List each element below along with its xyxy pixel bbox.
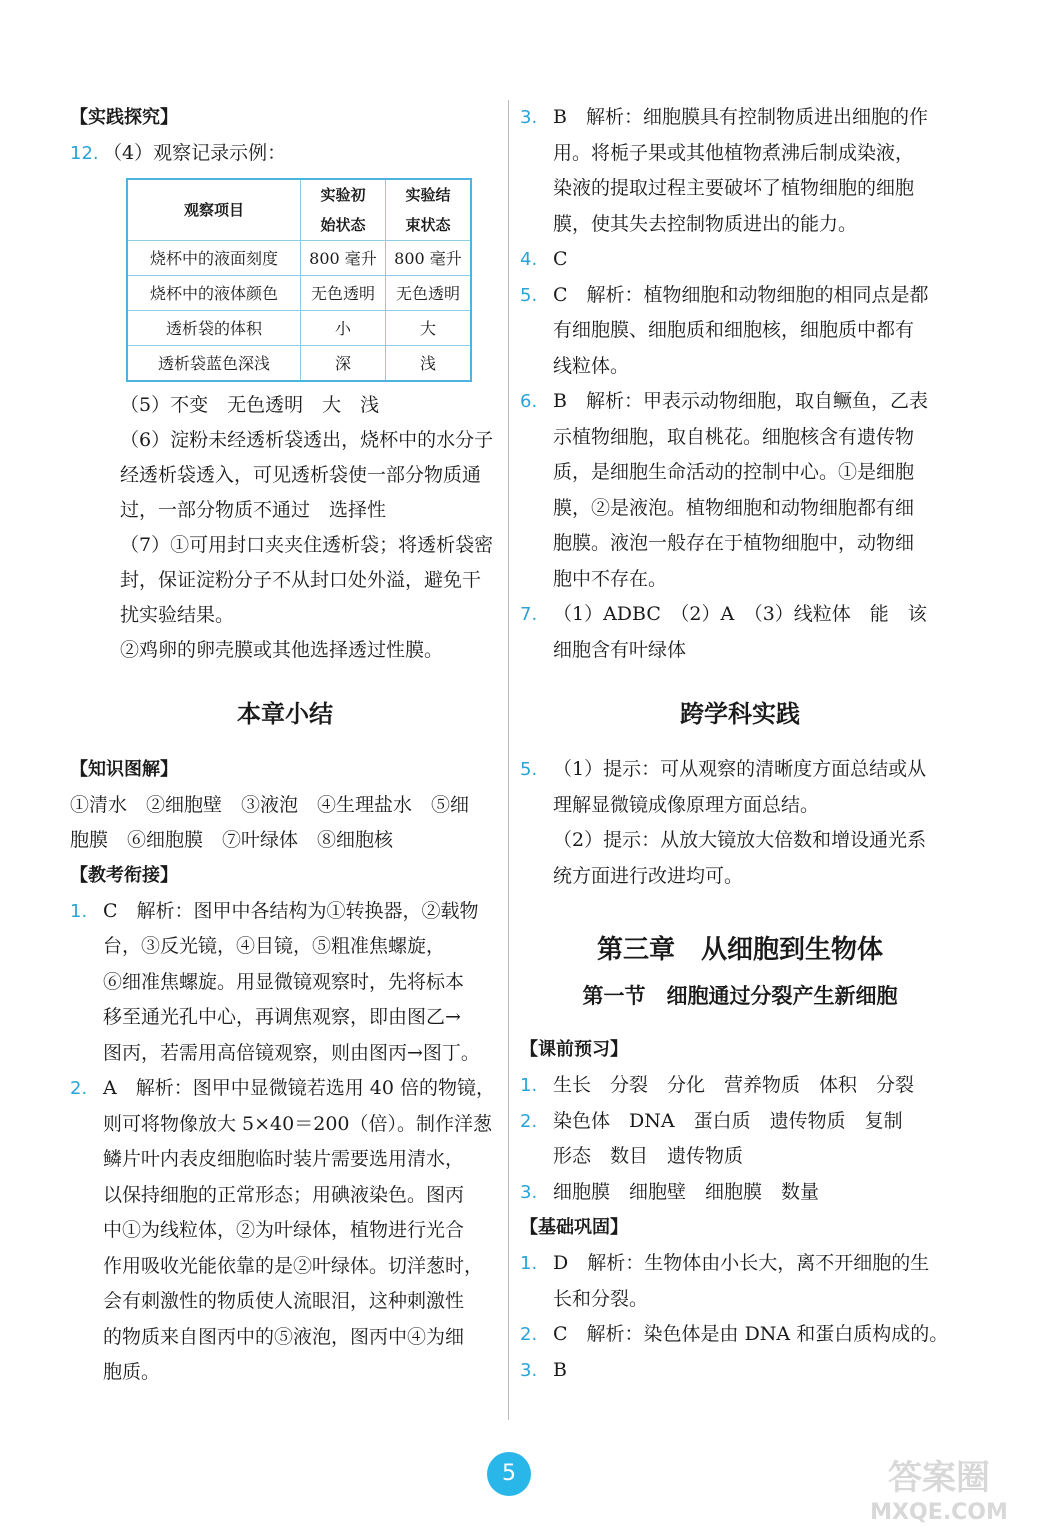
section-tag-preview: 【课前预习】 <box>520 1039 628 1060</box>
question-12-answers <box>120 388 500 668</box>
right-column <box>520 100 960 1388</box>
column-divider <box>508 100 509 1420</box>
answer-line: ⑥细准焦螺旋。用显微镜观察时，先将标本 <box>103 970 465 993</box>
answer-line: 理解显微镜成像原理方面总结。 <box>553 793 820 816</box>
answer-line: 胞质。 <box>103 1361 161 1383</box>
answer-line: B <box>553 1358 567 1381</box>
answer-line: 则可将物像放大 5×40＝200（倍）。制作洋葱 <box>103 1112 492 1135</box>
preview-answers <box>520 1068 960 1210</box>
answer-line: 过，一部分物质不通过 选择性 <box>120 498 387 521</box>
table-cell: 小 <box>301 310 386 345</box>
table-cell: 无色透明 <box>301 275 386 310</box>
answer-line: D 解析：生物体由小长大，离不开细胞的生 <box>553 1252 930 1274</box>
answer-line: 长和分裂。 <box>553 1287 649 1310</box>
table-row <box>127 275 471 310</box>
table-row <box>127 345 471 381</box>
answer-line: ②鸡卵的卵壳膜或其他选择透过性膜。 <box>120 638 444 661</box>
answer-line: 以保持细胞的正常形态；用碘液染色。图丙 <box>103 1183 465 1206</box>
section-tag-practice: 【实践探究】 <box>70 107 178 128</box>
table-cell: 800 毫升 <box>301 240 386 275</box>
answer-line: （6）淀粉未经透析袋透出，烧杯中的水分子 <box>120 428 494 451</box>
answer-line: （1）提示：可从观察的清晰度方面总结或从 <box>553 758 927 780</box>
answer-line: 统方面进行改进均可。 <box>553 864 744 887</box>
answer-item <box>520 1317 960 1353</box>
answer-item <box>520 597 960 668</box>
observation-table <box>126 178 472 382</box>
answer-line: C 解析：植物细胞和动物细胞的相同点是都 <box>553 283 929 306</box>
question-number: 5. <box>520 284 538 306</box>
answer-line: 线粒体。 <box>553 354 630 377</box>
question-number: 12. <box>70 143 99 164</box>
table-header-cell: 实验初 始状态 <box>301 179 386 241</box>
table-cell: 透析袋蓝色深浅 <box>127 345 301 381</box>
watermark-line1: 答案圈 <box>888 1458 990 1498</box>
answer-line: 的物质来自图丙中的⑤液泡，图丙中④为细 <box>103 1325 465 1348</box>
answer-line: C 解析：图甲中各结构为①转换器，②载物 <box>103 899 479 922</box>
answer-line: 经透析袋透入，可见透析袋使一部分物质通 <box>120 463 482 486</box>
answer-line: C <box>553 248 568 270</box>
table-cell: 大 <box>386 310 472 345</box>
answer-line: 鳞片叶内表皮细胞临时装片需要选用清水， <box>103 1148 465 1170</box>
answer-line: 生长 分裂 分化 营养物质 体积 分裂 <box>553 1074 915 1096</box>
answer-item <box>520 1104 960 1175</box>
section-tag-basic: 【基础巩固】 <box>520 1217 628 1238</box>
answer-item <box>520 1175 960 1211</box>
answer-item <box>520 384 960 597</box>
answer-list-top <box>520 100 960 668</box>
exam-answers <box>70 894 500 1391</box>
question-number: 5. <box>520 759 538 780</box>
table-row <box>127 240 471 275</box>
interdisciplinary-answers <box>520 752 960 894</box>
answer-item <box>70 1071 500 1391</box>
answer-line: 封，保证淀粉分子不从封口处外溢，避免干 <box>120 568 482 591</box>
answer-line: 胞膜。液泡一般存在于植物细胞中，动物细 <box>553 532 915 554</box>
answer-line: 中①为线粒体，②为叶绿体，植物进行光合 <box>103 1219 465 1241</box>
answer-item <box>520 1068 960 1104</box>
answer-line: 膜，使其失去控制物质进出的能力。 <box>553 212 858 235</box>
answer-line: 细胞含有叶绿体 <box>553 638 687 661</box>
answer-line: 作用吸收光能依靠的是②叶绿体。切洋葱时， <box>103 1254 484 1277</box>
question-number: 3. <box>520 1181 538 1203</box>
question-number: 2. <box>520 1110 538 1132</box>
table-cell: 深 <box>301 345 386 381</box>
answer-line: B 解析：细胞膜具有控制物质进出细胞的作 <box>553 106 928 128</box>
table-header-cell: 观察项目 <box>127 179 301 241</box>
question-number: 6. <box>520 391 538 412</box>
question-12 <box>70 136 500 172</box>
page-number: 5 <box>487 1452 531 1496</box>
question-number: 1. <box>520 1253 538 1274</box>
watermark-line2: MXQE.COM <box>870 1500 1008 1525</box>
summary-title: 本章小结 <box>237 699 333 728</box>
question-number: 3. <box>520 1359 538 1381</box>
question-number: 2. <box>520 1324 538 1345</box>
answer-line: 膜，②是液泡。植物细胞和动物细胞都有细 <box>553 496 915 519</box>
section-tag-exam: 【教考衔接】 <box>70 864 178 886</box>
answer-line: 形态 数目 遗传物质 <box>553 1145 744 1167</box>
answer-line: 图丙，若需用高倍镜观察，则由图丙→图丁。 <box>103 1041 480 1064</box>
answer-item <box>520 100 960 242</box>
answer-line: 台，③反光镜，④目镜，⑤粗准焦螺旋， <box>103 935 446 957</box>
answer-line: （2）提示：从放大镜放大倍数和增设通光系 <box>553 829 927 851</box>
answer-item <box>520 752 960 894</box>
answer-line: （5）不变 无色透明 大 浅 <box>120 393 380 416</box>
question-number: 1. <box>70 900 88 922</box>
table-cell: 800 毫升 <box>386 240 472 275</box>
answer-line: （7）①可用封口夹夹住透析袋；将透析袋密 <box>120 533 494 556</box>
answer-line: A 解析：图甲中显微镜若选用 40 倍的物镜， <box>103 1077 495 1099</box>
chapter-title: 第三章 从细胞到生物体 <box>596 935 883 965</box>
question-12-head: （4）观察记录示例： <box>103 142 287 164</box>
table-row <box>127 310 471 345</box>
question-number: 1. <box>520 1075 538 1096</box>
question-number: 3. <box>520 107 538 128</box>
answer-line: 会有刺激性的物质使人流眼泪，这种刺激性 <box>103 1290 465 1312</box>
section-tag-knowledge: 【知识图解】 <box>70 758 178 780</box>
answer-line: 扰实验结果。 <box>120 603 235 626</box>
question-number: 4. <box>520 249 538 270</box>
answer-item <box>520 278 960 385</box>
question-number: 7. <box>520 604 538 625</box>
answer-line: 移至通光孔中心，再调焦观察，即由图乙→ <box>103 1006 461 1028</box>
answer-line: 有细胞膜、细胞质和细胞核，细胞质中都有 <box>553 319 915 341</box>
answer-item <box>70 894 500 1072</box>
table-header-cell: 实验结 束状态 <box>386 179 472 241</box>
table-header-row <box>127 179 471 241</box>
answer-line: （1）ADBC （2）A （3）线粒体 能 该 <box>553 603 927 625</box>
answer-line: 染色体 DNA 蛋白质 遗传物质 复制 <box>553 1109 903 1132</box>
watermark-logo <box>847 1455 1027 1525</box>
answer-item <box>520 242 960 278</box>
table-cell: 浅 <box>386 345 472 381</box>
left-column <box>70 100 500 1391</box>
question-number: 2. <box>70 1078 88 1099</box>
answer-line: B 解析：甲表示动物细胞，取自鳜鱼，乙表 <box>553 390 928 412</box>
answer-line: 用。将栀子果或其他植物煮沸后制成染液， <box>553 141 915 164</box>
answer-line: 质，是细胞生命活动的控制中心。①是细胞 <box>553 461 915 483</box>
answer-line: 细胞膜 细胞壁 细胞膜 数量 <box>553 1180 820 1203</box>
answer-line: C 解析：染色体是由 DNA 和蛋白质构成的。 <box>553 1323 949 1345</box>
basic-answers <box>520 1246 960 1388</box>
answer-line: 染液的提取过程主要破坏了植物细胞的细胞 <box>553 177 915 199</box>
answer-item <box>520 1353 960 1389</box>
table-cell: 烧杯中的液体颜色 <box>127 275 301 310</box>
section-title: 第一节 细胞通过分裂产生新细胞 <box>582 984 898 1008</box>
answer-line: 示植物细胞，取自桃花。细胞核含有遗传物 <box>553 425 915 448</box>
answer-item <box>520 1246 960 1317</box>
interdisciplinary-title: 跨学科实践 <box>680 700 800 728</box>
knowledge-line: 胞膜 ⑥细胞膜 ⑦叶绿体 ⑧细胞核 <box>70 828 394 851</box>
table-cell: 无色透明 <box>386 275 472 310</box>
table-cell: 烧杯中的液面刻度 <box>127 240 301 275</box>
knowledge-line: ①清水 ②细胞壁 ③液泡 ④生理盐水 ⑤细 <box>70 793 470 816</box>
answer-line: 胞中不存在。 <box>553 567 668 590</box>
table-cell: 透析袋的体积 <box>127 310 301 345</box>
